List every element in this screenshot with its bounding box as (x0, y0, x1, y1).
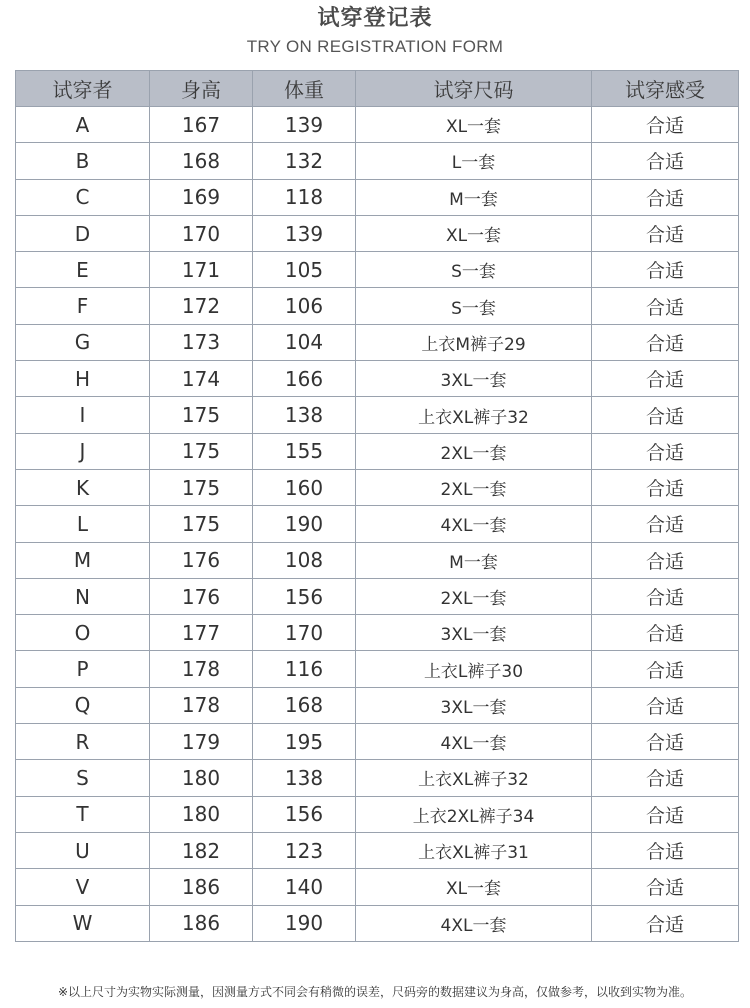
header-tester: 试穿者 (16, 71, 150, 107)
size-cell: 4XL一套 (356, 905, 592, 941)
form-title: 试穿登记表 (317, 6, 433, 31)
weight-cell: 140 (253, 869, 356, 905)
height-cell: 175 (150, 433, 253, 469)
feeling-cell: 合适 (592, 506, 739, 542)
size-cell: 2XL一套 (356, 433, 592, 469)
feeling-cell: 合适 (592, 724, 739, 760)
size-cell: M一套 (356, 542, 592, 578)
tester-cell: J (16, 433, 150, 469)
size-cell: 上衣XL裤子32 (356, 760, 592, 796)
table-row (16, 179, 739, 215)
weight-cell: 138 (253, 760, 356, 796)
tester-cell: F (16, 288, 150, 324)
size-cell: 3XL一套 (356, 615, 592, 651)
table-body (16, 107, 739, 942)
height-cell: 178 (150, 651, 253, 687)
weight-cell: 138 (253, 397, 356, 433)
tester-cell: P (16, 651, 150, 687)
table-row (16, 542, 739, 578)
weight-cell: 116 (253, 651, 356, 687)
height-cell: 175 (150, 469, 253, 505)
table-row (16, 796, 739, 832)
tester-cell: C (16, 179, 150, 215)
tester-cell: E (16, 252, 150, 288)
height-cell: 179 (150, 724, 253, 760)
table-row (16, 288, 739, 324)
feeling-cell: 合适 (592, 578, 739, 614)
tester-cell: K (16, 469, 150, 505)
table-row (16, 905, 739, 941)
height-cell: 174 (150, 361, 253, 397)
tester-cell: R (16, 724, 150, 760)
height-cell: 180 (150, 760, 253, 796)
height-cell: 170 (150, 215, 253, 251)
table-row (16, 252, 739, 288)
header-weight: 体重 (253, 71, 356, 107)
size-cell: S一套 (356, 288, 592, 324)
size-cell: XL一套 (356, 107, 592, 143)
tester-cell: N (16, 578, 150, 614)
size-cell: 上衣2XL裤子34 (356, 796, 592, 832)
size-cell: 4XL一套 (356, 724, 592, 760)
feeling-cell: 合适 (592, 651, 739, 687)
height-cell: 171 (150, 252, 253, 288)
header-row (16, 71, 739, 107)
table-header (16, 71, 739, 107)
feeling-cell: 合适 (592, 143, 739, 179)
feeling-cell: 合适 (592, 361, 739, 397)
table-row (16, 433, 739, 469)
weight-cell: 168 (253, 687, 356, 723)
tester-cell: Q (16, 687, 150, 723)
size-cell: S一套 (356, 252, 592, 288)
table-row (16, 869, 739, 905)
weight-cell: 123 (253, 832, 356, 868)
feeling-cell: 合适 (592, 215, 739, 251)
table-row (16, 724, 739, 760)
tester-cell: S (16, 760, 150, 796)
size-cell: 3XL一套 (356, 361, 592, 397)
height-cell: 177 (150, 615, 253, 651)
weight-cell: 105 (253, 252, 356, 288)
feeling-cell: 合适 (592, 288, 739, 324)
feeling-cell: 合适 (592, 905, 739, 941)
size-cell: 上衣L裤子30 (356, 651, 592, 687)
size-cell: 上衣XL裤子31 (356, 832, 592, 868)
table-row (16, 578, 739, 614)
table-row (16, 397, 739, 433)
tester-cell: L (16, 506, 150, 542)
weight-cell: 190 (253, 506, 356, 542)
weight-cell: 106 (253, 288, 356, 324)
size-cell: 4XL一套 (356, 506, 592, 542)
table-row (16, 615, 739, 651)
size-cell: 上衣M裤子29 (356, 324, 592, 360)
height-cell: 167 (150, 107, 253, 143)
table-row (16, 361, 739, 397)
weight-cell: 132 (253, 143, 356, 179)
tester-cell: U (16, 832, 150, 868)
table-row (16, 687, 739, 723)
table-row (16, 651, 739, 687)
table-row (16, 143, 739, 179)
height-cell: 168 (150, 143, 253, 179)
height-cell: 186 (150, 905, 253, 941)
height-cell: 178 (150, 687, 253, 723)
height-cell: 176 (150, 542, 253, 578)
tester-cell: O (16, 615, 150, 651)
footnote: ※以上尺寸为实物实际测量，因测量方式不同会有稍微的误差，尺码旁的数据建议为身高，仅做参考，以收到实物为准。 (57, 985, 693, 999)
tester-cell: B (16, 143, 150, 179)
header-height: 身高 (150, 71, 253, 107)
tester-cell: V (16, 869, 150, 905)
table-row (16, 324, 739, 360)
tester-cell: M (16, 542, 150, 578)
feeling-cell: 合适 (592, 469, 739, 505)
tester-cell: T (16, 796, 150, 832)
size-cell: L一套 (356, 143, 592, 179)
feeling-cell: 合适 (592, 687, 739, 723)
height-cell: 169 (150, 179, 253, 215)
tester-cell: D (16, 215, 150, 251)
weight-cell: 104 (253, 324, 356, 360)
table-row (16, 832, 739, 868)
weight-cell: 156 (253, 796, 356, 832)
weight-cell: 139 (253, 215, 356, 251)
size-cell: 3XL一套 (356, 687, 592, 723)
height-cell: 186 (150, 869, 253, 905)
feeling-cell: 合适 (592, 615, 739, 651)
size-cell: 2XL一套 (356, 578, 592, 614)
height-cell: 172 (150, 288, 253, 324)
feeling-cell: 合适 (592, 252, 739, 288)
feeling-cell: 合适 (592, 433, 739, 469)
weight-cell: 160 (253, 469, 356, 505)
feeling-cell: 合适 (592, 324, 739, 360)
form-subtitle: TRY ON REGISTRATION FORM (246, 37, 504, 56)
weight-cell: 118 (253, 179, 356, 215)
weight-cell: 170 (253, 615, 356, 651)
feeling-cell: 合适 (592, 832, 739, 868)
size-cell: 上衣XL裤子32 (356, 397, 592, 433)
weight-cell: 139 (253, 107, 356, 143)
table-row (16, 469, 739, 505)
weight-cell: 190 (253, 905, 356, 941)
table-row (16, 107, 739, 143)
try-on-table (15, 70, 739, 942)
height-cell: 173 (150, 324, 253, 360)
tester-cell: A (16, 107, 150, 143)
table-row (16, 760, 739, 796)
height-cell: 175 (150, 397, 253, 433)
height-cell: 182 (150, 832, 253, 868)
weight-cell: 155 (253, 433, 356, 469)
weight-cell: 108 (253, 542, 356, 578)
tester-cell: H (16, 361, 150, 397)
header-size: 试穿尺码 (356, 71, 592, 107)
tester-cell: G (16, 324, 150, 360)
weight-cell: 166 (253, 361, 356, 397)
feeling-cell: 合适 (592, 760, 739, 796)
feeling-cell: 合适 (592, 869, 739, 905)
height-cell: 176 (150, 578, 253, 614)
table-row (16, 506, 739, 542)
feeling-cell: 合适 (592, 179, 739, 215)
header-feeling: 试穿感受 (592, 71, 739, 107)
size-cell: XL一套 (356, 215, 592, 251)
feeling-cell: 合适 (592, 542, 739, 578)
size-cell: 2XL一套 (356, 469, 592, 505)
tester-cell: W (16, 905, 150, 941)
tester-cell: I (16, 397, 150, 433)
weight-cell: 195 (253, 724, 356, 760)
feeling-cell: 合适 (592, 107, 739, 143)
feeling-cell: 合适 (592, 796, 739, 832)
weight-cell: 156 (253, 578, 356, 614)
feeling-cell: 合适 (592, 397, 739, 433)
height-cell: 180 (150, 796, 253, 832)
height-cell: 175 (150, 506, 253, 542)
size-cell: M一套 (356, 179, 592, 215)
size-cell: XL一套 (356, 869, 592, 905)
table-row (16, 215, 739, 251)
